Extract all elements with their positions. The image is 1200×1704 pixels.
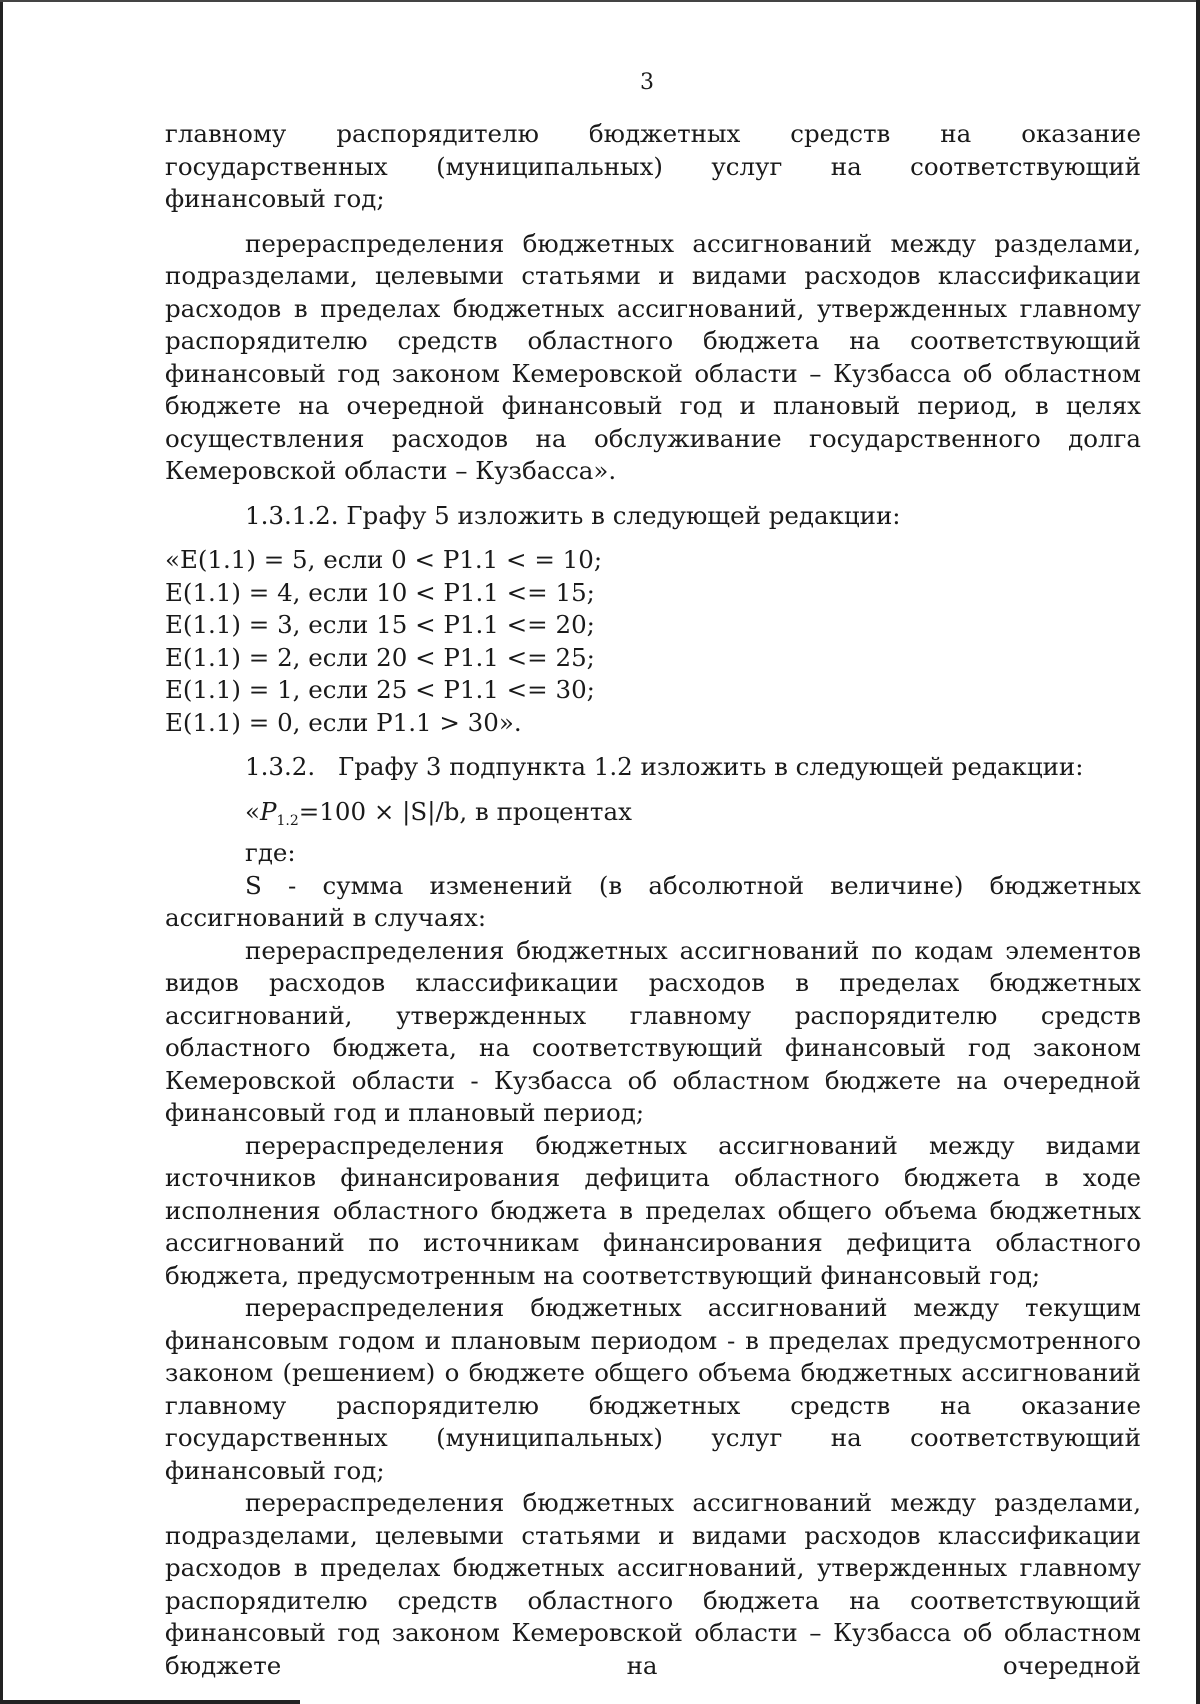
paragraph-bottom-1: перераспределения бюджетных ассигнований по кодам элементов видов расходов классификации расходов в пределах бюджетных ассигнований, утвержденных главному распорядителю средств областного бюджета, на соответствующий финансовый год законом Кемеровской области - Кузбасса об областном бюджете на очередной финансовый год и плановый период;	[165, 935, 1141, 1127]
paragraph-bottom-4: перераспределения бюджетных ассигнований между разделами, подразделами, целевыми статьями и видами расходов классификации расходов в пределах бюджетных ассигнований, утвержденных главному распорядителю средств областного бюджета на соответствующий финансовый год законом Кемеровской области – Кузбасса об областном бюджете на очередной	[165, 1488, 1141, 1680]
formula-open-quote: «	[245, 796, 260, 826]
formula-expression: =100 × |S|/b	[298, 796, 460, 826]
spacer	[165, 784, 1141, 796]
scan-edge-left	[0, 0, 3, 1704]
formula-line: «E(1.1) = 5, если 0 < P1.1 < = 10;	[165, 545, 603, 574]
formula-block-e11	[165, 544, 1141, 739]
scan-edge-right	[1196, 0, 1200, 1704]
document-body	[165, 118, 1141, 1682]
paragraph-bottom-2: перераспределения бюджетных ассигнований между видами источников финансирования дефицита областного бюджета в ходе исполнения областного бюджета в пределах общего объема бюджетных ассигнований по источникам финансирования дефицита областного бюджета, предусмотренным на соответствующий финансовый год;	[165, 1130, 1141, 1290]
item-number: 1.3.2.	[245, 752, 316, 781]
scan-edge-bottom	[0, 1700, 300, 1704]
scan-edge-top	[0, 0, 1200, 2]
paragraph-top-2: перераспределения бюджетных ассигнований между разделами, подразделами, целевыми статьями и видами расходов классификации расходов в пределах бюджетных ассигнований, утвержденных главному распорядителю средств областного бюджета на соответствующий финансовый год законом Кемеровской области – Кузбасса об областном бюджете на очередной финансовый год и плановый период, в целях осуществления расходов на обслуживание государственного долга Кемеровской области – Кузбасса».	[165, 228, 1141, 485]
item-text: Графу 3 подпункта 1.2 изложить в следующей редакции:	[338, 752, 1084, 781]
item-1-3-2-heading	[165, 751, 1141, 784]
formula-line: E(1.1) = 3, если 15 < P1.1 <= 20;	[165, 610, 595, 639]
spacer	[165, 488, 1141, 500]
spacer	[165, 739, 1141, 751]
formula-p12	[165, 796, 1141, 838]
paragraph-top-1: главному распорядителю бюджетных средств на оказание государственных (муниципальных) услуг на соответствующий финансовый год;	[165, 119, 1141, 213]
formula-line: E(1.1) = 2, если 20 < P1.1 <= 25;	[165, 642, 595, 672]
paragraph-bottom-3: перераспределения бюджетных ассигнований между текущим финансовым годом и плановым периодом - в пределах предусмотренного законом (решением) о бюджете общего объема бюджетных ассигнований главному распорядителю бюджетных средств на оказание государственных (муниципальных) услуг на соответствующий финансовый год;	[165, 1293, 1141, 1485]
page-number: 3	[640, 70, 654, 95]
spacer	[165, 532, 1141, 544]
formula-line: E(1.1) = 0, если P1.1 > 30».	[165, 707, 522, 737]
s-definition: S - сумма изменений (в абсолютной величине) бюджетных ассигнований в случаях:	[165, 870, 1141, 932]
formula-subscript: 1.2	[276, 812, 299, 829]
formula-line: E(1.1) = 1, если 25 < P1.1 <= 30;	[165, 675, 595, 704]
formula-variable: P	[260, 796, 277, 826]
formula-suffix: , в процентах	[459, 796, 632, 826]
item-1-3-1-2-heading: 1.3.1.2. Графу 5 изложить в следующей редакции:	[245, 500, 901, 530]
where-label: где:	[245, 838, 296, 867]
spacer	[165, 216, 1141, 228]
formula-line: E(1.1) = 4, если 10 < P1.1 <= 15;	[165, 577, 595, 607]
